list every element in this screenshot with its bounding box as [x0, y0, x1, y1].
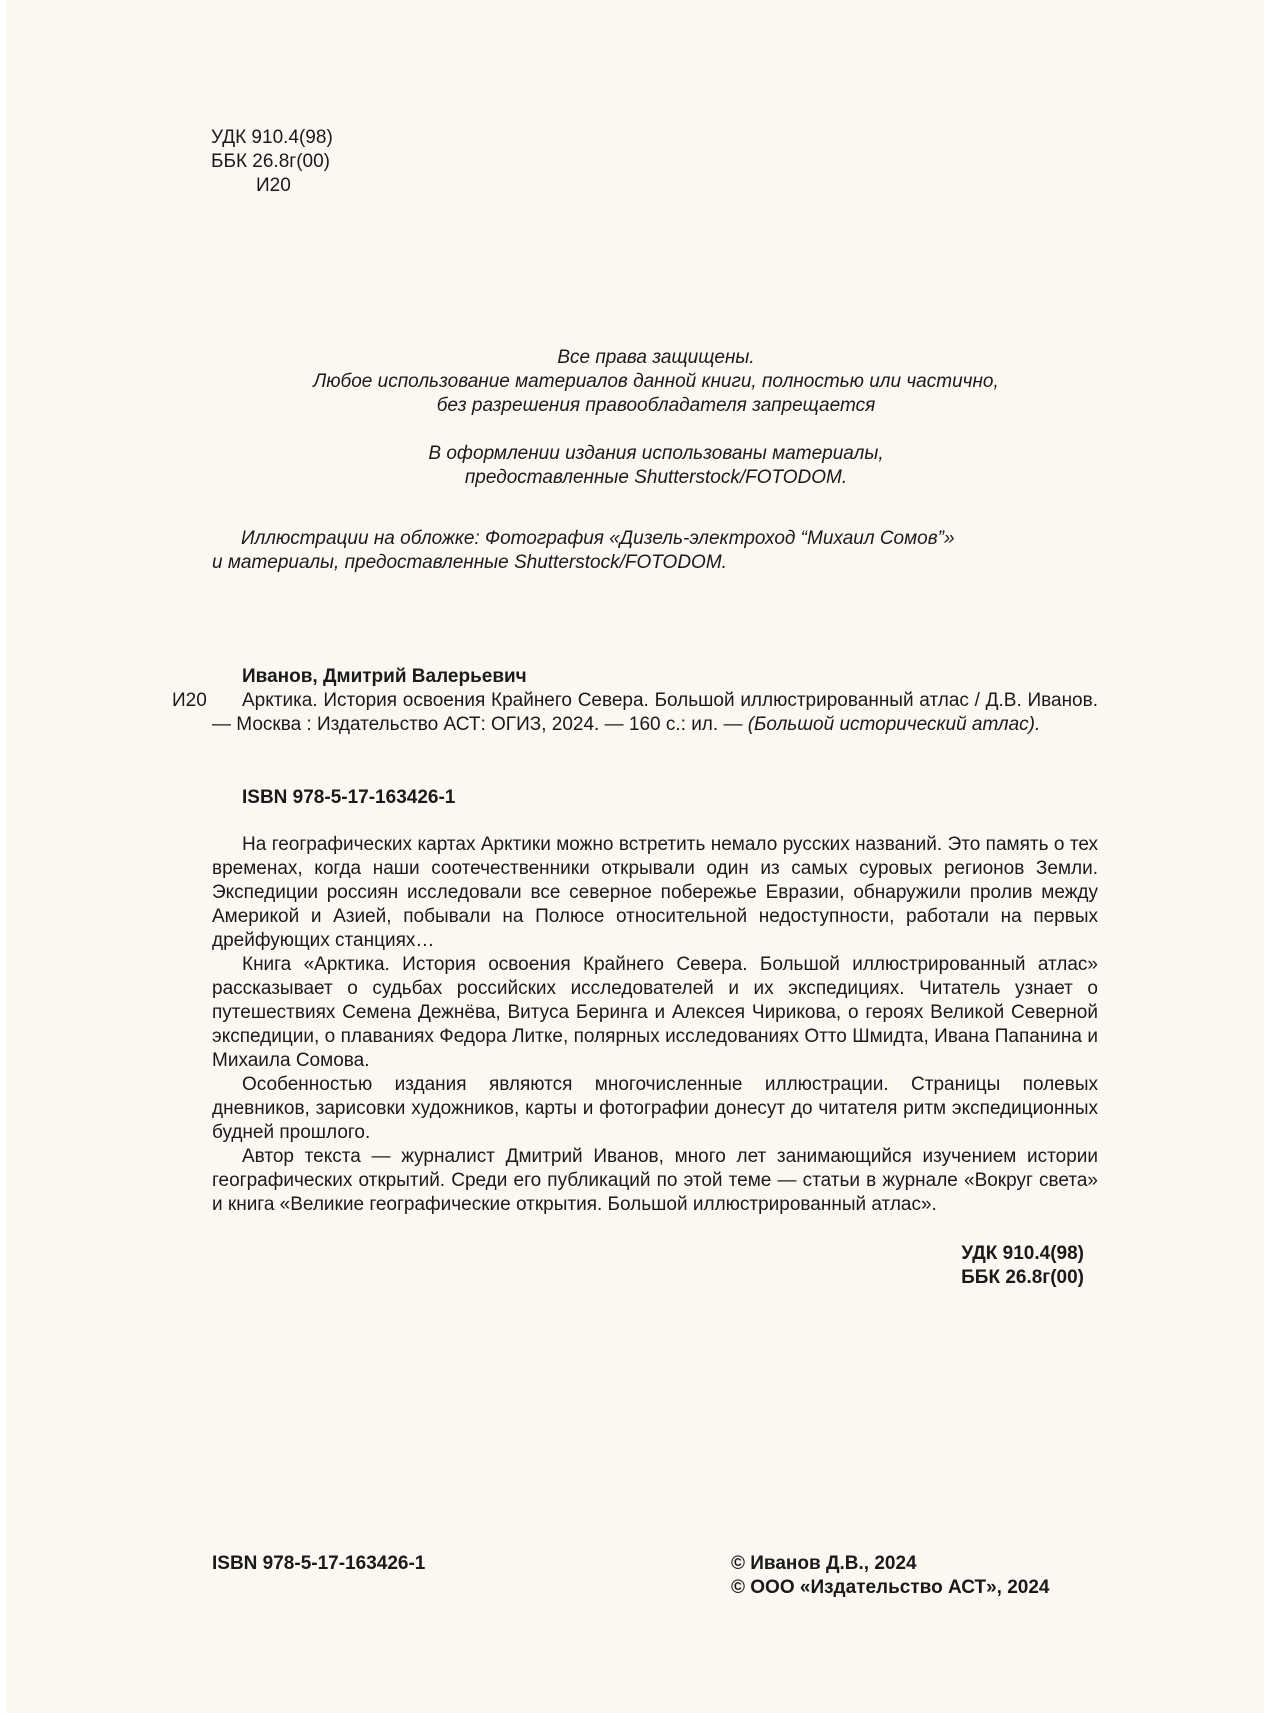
annotation-paragraph: Книга «Арктика. История освоения Крайнего Севера. Большой иллюстрированный атлас» рассказывает о судьбах российских исследователей и их экспедициях. Читатель узнает о путешествиях Семена Дежнёва, Витуса Беринга и Алексея Чирикова, о героях Великой Северной экспедиции, о плаваниях Федора Литке, полярных исследованиях Отто Шмидта, Ивана Папанина и Михаила Сомова. [212, 954, 1098, 1071]
footer-isbn: ISBN 978-5-17-163426-1 [212, 1553, 426, 1574]
rights-notice [206, 346, 1106, 490]
author-heading: Иванов, Дмитрий Валерьевич [242, 666, 527, 687]
udk-code-bottom: УДК 910.4(98) [961, 1243, 1084, 1264]
record-isbn: ISBN 978-5-17-163426-1 [242, 787, 456, 808]
rights-line: Все права защищены. [557, 347, 755, 368]
copyright-block [731, 1552, 1050, 1600]
classification-bottom [961, 1242, 1084, 1290]
annotation-paragraph: Особенностью издания являются многочисленные иллюстрации. Страницы полевых дневников, зарисовки художников, карты и фотографии донесут до читателя ритм экспедиционных будней прошлого. [212, 1074, 1098, 1143]
bbk-code: ББК 26.8г(00) [211, 151, 330, 172]
record-author-mark: И20 [172, 690, 207, 711]
rights-line: без разрешения правообладателя запрещается [436, 395, 876, 416]
description-text: Арктика. История освоения Крайнего Севера. Большой иллюстрированный атлас / Д.В. Иванов. — Москва : Издательство АСТ: ОГИЗ, 2024. — 160 с.: ил. — [212, 690, 1098, 735]
illustrations-line: и материалы, предоставленные Shutterstock/FOTODOM. [212, 552, 727, 573]
illustrations-line: Иллюстрации на обложке: Фотография «Дизель-электроход “Михаил Сомов”» [241, 528, 955, 549]
rights-line: Любое использование материалов данной книги, полностью или частично, [313, 371, 999, 392]
copyright-author: © Иванов Д.В., 2024 [731, 1553, 917, 1574]
materials-line: предоставленные Shutterstock/FOTODOM. [464, 467, 848, 488]
author-mark: И20 [256, 175, 291, 196]
udk-code: УДК 910.4(98) [211, 127, 333, 148]
copyright-publisher: © ООО «Издательство АСТ», 2024 [731, 1577, 1050, 1598]
bbk-code-bottom: ББК 26.8г(00) [961, 1267, 1084, 1288]
annotation-paragraph: На географических картах Арктики можно встретить немало русских названий. Это память о тех временах, когда наши соотечественники открывали один из самых суровых регионов Земли. Экспедиции россиян исследовали все северное побережье Евразии, обнаружили пролив между Америкой и Азией, побывали на Полюсе относительной недоступности, работали на первых дрейфующих станциях… [212, 834, 1098, 951]
series-title: (Большой исторический атлас). [747, 714, 1041, 735]
annotation [212, 833, 1098, 1217]
book-page [6, 0, 1264, 1713]
cover-illustrations-notice [212, 527, 1112, 575]
classification-block [211, 126, 333, 198]
annotation-paragraph: Автор текста — журналист Дмитрий Иванов, много лет занимающийся изучением истории географических открытий. Среди его публикаций по этой теме — статьи в журнале «Вокруг света» и книга «Великие географические открытия. Большой иллюстрированный атлас». [212, 1146, 1098, 1215]
bibliographic-description [212, 689, 1098, 737]
materials-line: В оформлении издания использованы материалы, [428, 443, 884, 464]
